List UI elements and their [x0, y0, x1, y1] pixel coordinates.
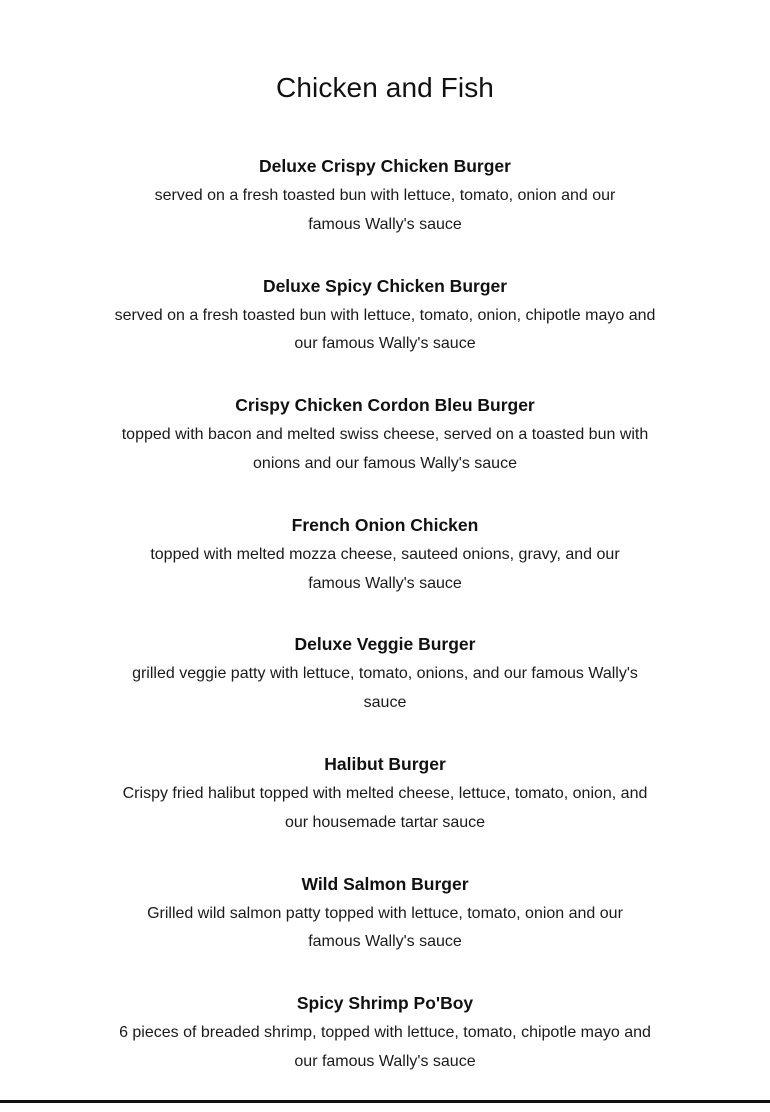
item-name: French Onion Chicken [291, 514, 479, 535]
item-name: Spicy Shrimp Po'Boy [296, 993, 474, 1014]
item-description: served on a fresh toasted bun with lettuce, tomato, onion, chipotle mayo and our famous Wally's sauce [114, 306, 656, 353]
item-description: served on a fresh toasted bun with lettuce, tomato, onion and our famous Wally's sauce [154, 187, 616, 233]
item-description: topped with melted mozza cheese, sauteed onions, gravy, and our famous Wally's sauce [150, 545, 620, 592]
item-name: Wild Salmon Burger [301, 873, 469, 894]
menu-item [0, 275, 770, 395]
menu-item [0, 514, 770, 634]
item-description: topped with bacon and melted swiss cheese, served on a toasted bun with onions and our famous Wally's sauce [121, 426, 649, 472]
menu-item [0, 753, 770, 873]
menu-item [0, 633, 770, 753]
item-description: grilled veggie patty with lettuce, tomato, onions, and our famous Wally's sauce [132, 665, 638, 712]
item-description: Crispy fried halibut topped with melted cheese, lettuce, tomato, onion, and our housemade tartar sauce [122, 784, 648, 831]
menu-item [0, 873, 770, 993]
item-name: Crispy Chicken Cordon Bleu Burger [235, 395, 535, 416]
section-title: Chicken and Fish [276, 72, 494, 103]
item-name: Halibut Burger [324, 753, 446, 774]
item-name: Deluxe Veggie Burger [294, 634, 476, 655]
menu-item [0, 155, 770, 275]
item-description: 6 pieces of breaded shrimp, topped with lettuce, tomato, chipotle mayo and our famous Wally's sauce [119, 1024, 651, 1070]
menu-list [0, 155, 770, 1112]
item-description: Grilled wild salmon patty topped with lettuce, tomato, onion and our famous Wally's sauce [147, 904, 623, 951]
item-name: Deluxe Spicy Chicken Burger [262, 275, 508, 296]
menu-item [0, 394, 770, 514]
item-name: Deluxe Crispy Chicken Burger [259, 156, 511, 176]
menu-item [0, 992, 770, 1112]
